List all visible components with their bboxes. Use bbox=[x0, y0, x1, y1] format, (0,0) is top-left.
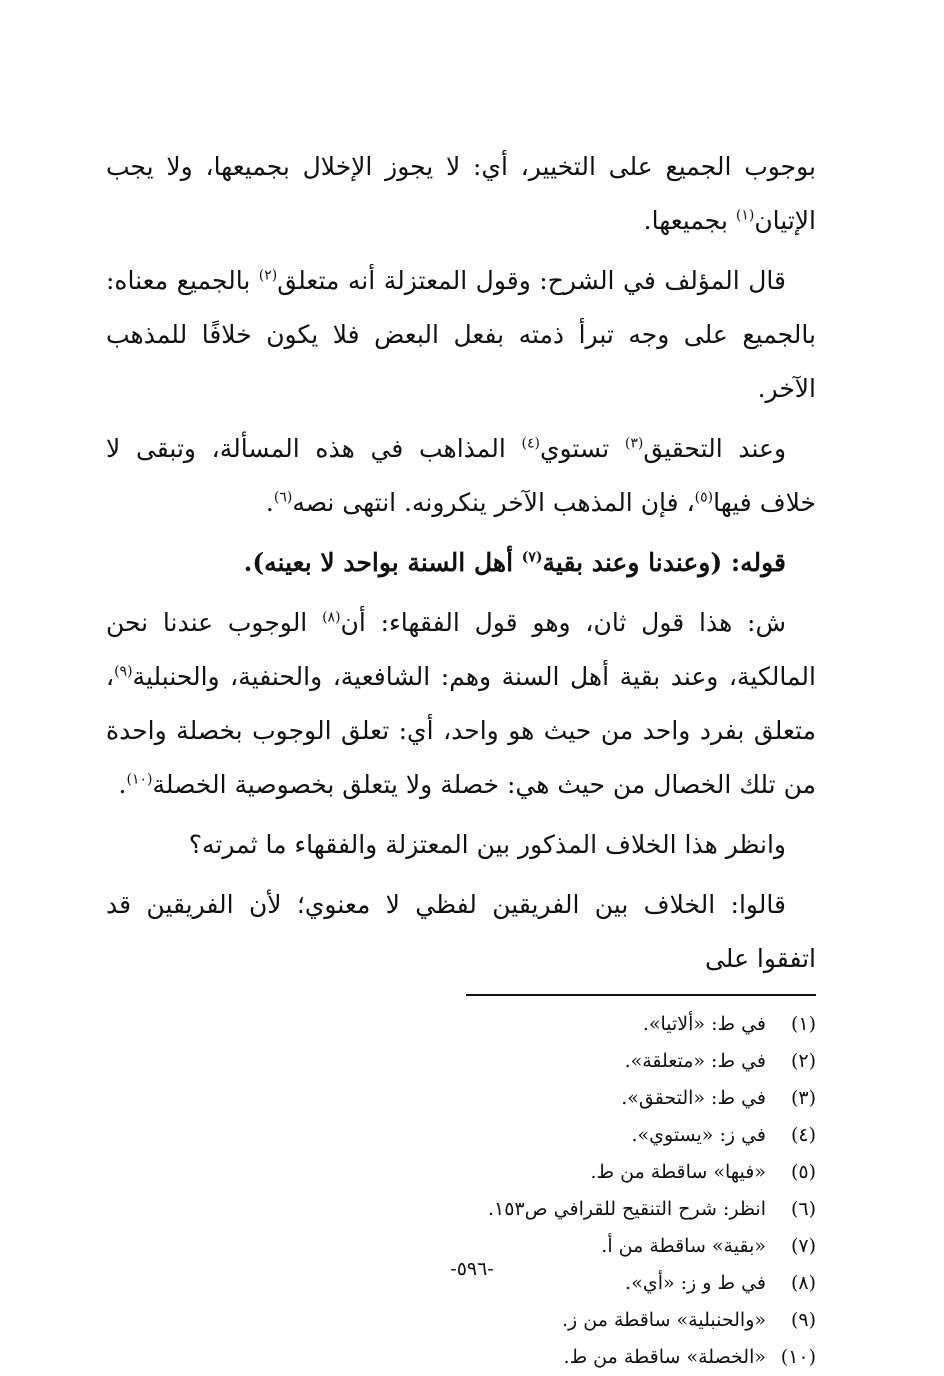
footnote-separator bbox=[466, 994, 816, 996]
text-run: المذاهب في هذه المسألة، وتبقى لا خلاف فيها bbox=[106, 434, 816, 517]
text-run: قالوا: الخلاف بين الفريقين لفظي لا معنوي؛ لأن الفريقين قد اتفقوا على bbox=[106, 890, 816, 973]
footnote-text: في ط: «ألاتيا». bbox=[642, 1013, 766, 1035]
footnote-text: في ط و ز: «أي». bbox=[625, 1272, 766, 1294]
text-run: ، فإن المذهب الآخر ينكرونه. انتهى نصه bbox=[292, 488, 695, 517]
body-text bbox=[106, 140, 816, 986]
footnote-marker: (٨) bbox=[322, 609, 341, 626]
footnote bbox=[106, 1191, 816, 1228]
text-run: بالجميع معناه: بالجميع على وجه تبرأ ذمته بفعل البعض فلا يكون خلافًا للمذهب الآخر. bbox=[106, 266, 816, 403]
footnote-marker: (١٠) bbox=[126, 771, 153, 788]
footnote-number: (١) bbox=[790, 1013, 816, 1035]
paragraph bbox=[106, 818, 816, 872]
text-run: . bbox=[118, 770, 127, 799]
footnote-number: (٩) bbox=[790, 1309, 816, 1331]
footnote-text: في ط: «متعلقة». bbox=[624, 1050, 766, 1072]
text-run: وعند التحقيق bbox=[643, 434, 787, 463]
page-number: -٥٩٦- bbox=[450, 1258, 494, 1280]
footnote-text: «فيها» ساقطة من ط. bbox=[590, 1161, 766, 1183]
text-run: ، متعلق بفرد واحد من حيث هو واحد، أي: تعلق الوجوب بخصلة واحدة من تلك الخصال من حيث هي: خصلة ولا يتعلق بخصوصية الخصلة bbox=[106, 662, 816, 799]
paragraph bbox=[106, 536, 816, 590]
text-run: أهل السنة بواحد لا بعينه). bbox=[243, 548, 522, 577]
footnote bbox=[106, 1339, 816, 1376]
footnote bbox=[106, 1080, 816, 1117]
footnote-number: (٢) bbox=[790, 1050, 816, 1072]
text-run: قال المؤلف في الشرح: وقول المعتزلة أنه متعلق bbox=[277, 266, 786, 295]
footnote-marker: (٧) bbox=[521, 549, 543, 566]
footnote-marker: (٩) bbox=[114, 663, 133, 680]
footnote-number: (١٠) bbox=[780, 1346, 816, 1368]
text-run: بجميعها. bbox=[643, 206, 736, 235]
footnote-text: «والحنبلية» ساقطة من ز. bbox=[562, 1309, 766, 1331]
paragraph bbox=[106, 140, 816, 248]
text-run: بوجوب الجميع على التخيير، أي: لا يجوز الإخلال بجميعها، ولا يجب الإتيان bbox=[106, 152, 816, 235]
text-run: ش: هذا قول ثان، وهو قول الفقهاء: أن bbox=[340, 608, 786, 637]
footnote-marker: (٢) bbox=[258, 267, 278, 284]
footnote-number: (٣) bbox=[790, 1087, 816, 1109]
footnote-number: (٧) bbox=[790, 1235, 816, 1257]
footnote-number: (٨) bbox=[790, 1272, 816, 1294]
text-run: الوجوب عندنا نحن المالكية، وعند بقية أهل السنة وهم: الشافعية، والحنفية، والحنبلية bbox=[106, 608, 816, 691]
footnote-text: في ز: «يستوي». bbox=[631, 1124, 766, 1146]
paragraph bbox=[106, 596, 816, 812]
footnote-number: (٥) bbox=[790, 1161, 816, 1183]
text-run: . bbox=[265, 488, 274, 517]
footnote bbox=[106, 1154, 816, 1191]
footnote bbox=[106, 1043, 816, 1080]
footnote bbox=[106, 1006, 816, 1043]
footnote-marker: (٦) bbox=[273, 489, 293, 506]
footnote bbox=[106, 1302, 816, 1339]
footnote-number: (٤) bbox=[790, 1124, 816, 1146]
footnote-text: انظر: شرح التنقيح للقرافي ص١٥٣. bbox=[487, 1198, 766, 1220]
footnote-number: (٦) bbox=[790, 1198, 816, 1220]
paragraph bbox=[106, 254, 816, 416]
text-run: تستوي bbox=[539, 434, 625, 463]
footnote-marker: (٣) bbox=[624, 435, 644, 452]
text-run: وانظر هذا الخلاف المذكور بين المعتزلة والفقهاء ما ثمرته؟ bbox=[188, 830, 786, 859]
footnote-text: في ط: «التحقق». bbox=[621, 1087, 766, 1109]
text-run: قوله: (وعندنا وعند بقية bbox=[542, 548, 786, 577]
footnote-text: «بقية» ساقطة من أ. bbox=[601, 1235, 766, 1257]
footnote bbox=[106, 1117, 816, 1154]
footnote-marker: (٥) bbox=[694, 489, 714, 506]
footnote-marker: (١) bbox=[735, 207, 755, 224]
footnotes-list bbox=[106, 1006, 816, 1376]
footnote-marker: (٤) bbox=[521, 435, 540, 452]
paragraph bbox=[106, 422, 816, 530]
footnote-text: «الخصلة» ساقطة من ط. bbox=[563, 1346, 766, 1368]
paragraph bbox=[106, 878, 816, 986]
